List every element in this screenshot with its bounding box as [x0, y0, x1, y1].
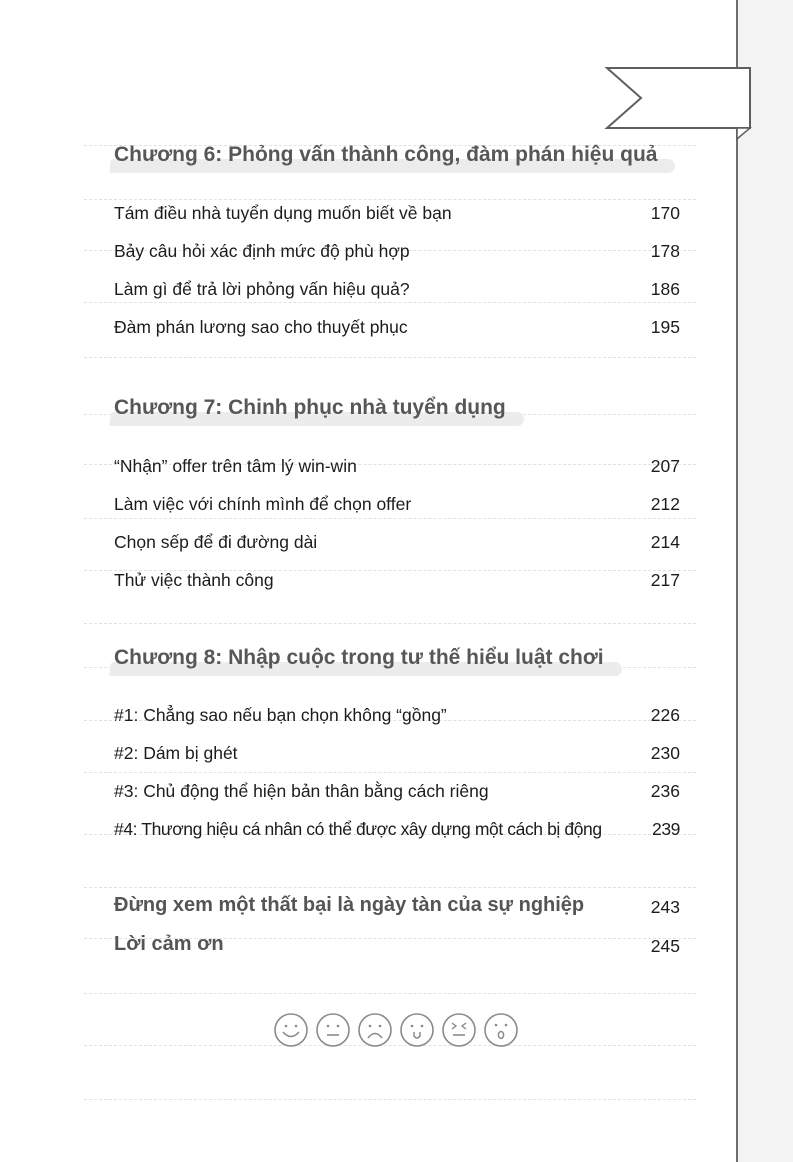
entry-page: 236: [650, 781, 680, 801]
entry-title: Chọn sếp để đi đường dài: [114, 532, 318, 552]
entry-page: 195: [650, 317, 680, 337]
smile-face-icon: [273, 1012, 309, 1048]
entry-title: Làm gì để trả lời phỏng vấn hiệu quả?: [114, 279, 410, 299]
sad-face-icon: [357, 1012, 393, 1048]
ruled-line: [84, 623, 696, 624]
entry-page: 214: [650, 532, 680, 552]
entry-page: 239: [652, 819, 680, 839]
emoji-faces-row: [273, 1012, 519, 1048]
ruled-line: [84, 518, 696, 519]
ruled-line: [84, 199, 696, 200]
ruled-line: [84, 357, 696, 358]
side-panel: [738, 0, 793, 1162]
entry-page: 207: [650, 456, 680, 476]
entry-page: 243: [650, 897, 680, 917]
surprised-face-icon: [483, 1012, 519, 1048]
entry-page: 217: [650, 570, 680, 590]
entry-page: 170: [650, 203, 680, 223]
ruled-line: [84, 772, 696, 773]
entry-title: Thử việc thành công: [114, 570, 274, 590]
ruled-line: [84, 993, 696, 994]
entry-title: #4: Thương hiệu cá nhân có thể được xây dựng một cách bị động: [114, 819, 602, 839]
chapter-heading: Chương 7: Chinh phục nhà tuyển dụng: [114, 396, 506, 420]
entry-page: 245: [650, 936, 680, 956]
entry-page: 226: [650, 705, 680, 725]
squint-face-icon: [441, 1012, 477, 1048]
entry-title: #1: Chẳng sao nếu bạn chọn không “gồng”: [114, 705, 447, 725]
page-edge-border: [736, 0, 738, 1162]
bookmark-ribbon-icon: [600, 60, 760, 150]
entry-title: Làm việc với chính mình để chọn offer: [114, 494, 412, 514]
chapter-heading: Chương 8: Nhập cuộc trong tư thế hiểu luật chơi: [114, 646, 604, 670]
neutral-face-icon: [315, 1012, 351, 1048]
ruled-line: [84, 1099, 696, 1100]
entry-title: Bảy câu hỏi xác định mức độ phù hợp: [114, 241, 410, 261]
entry-title: Đừng xem một thất bại là ngày tàn của sự nghiệp: [114, 894, 585, 916]
entry-page: 212: [650, 494, 680, 514]
entry-page: 230: [650, 743, 680, 763]
entry-title: #3: Chủ động thể hiện bản thân bằng cách riêng: [114, 781, 489, 801]
entry-title: Đàm phán lương sao cho thuyết phục: [114, 317, 408, 337]
entry-title: #2: Dám bị ghét: [114, 743, 238, 763]
ruled-line: [84, 302, 696, 303]
entry-page: 186: [650, 279, 680, 299]
chapter-heading: Chương 6: Phỏng vấn thành công, đàm phán hiệu quả: [114, 143, 657, 167]
entry-title: Lời cảm ơn: [114, 933, 224, 955]
entry-title: Tám điều nhà tuyển dụng muốn biết về bạn: [114, 203, 452, 223]
entry-page: 178: [650, 241, 680, 261]
tongue-face-icon: [399, 1012, 435, 1048]
ruled-line: [84, 887, 696, 888]
entry-title: “Nhận” offer trên tâm lý win-win: [114, 456, 357, 476]
